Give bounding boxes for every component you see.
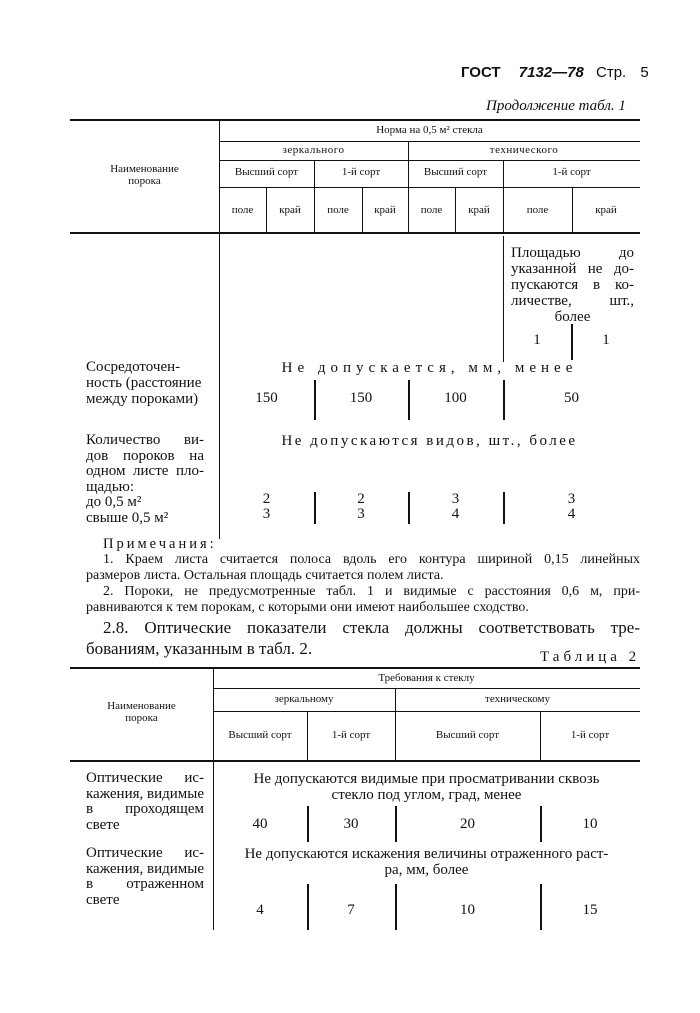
- table1-zone: край: [374, 204, 396, 216]
- gost-label: ГОСТ: [461, 64, 501, 81]
- table2-grade: Высший сорт: [435, 729, 500, 741]
- table2-reflected-value: 10: [460, 902, 475, 918]
- table1-area-note: Площадью до указанной не до- пускаются в ко- личестве, шт., более: [511, 245, 634, 325]
- table2-transmitted-value: 30: [343, 816, 359, 832]
- table2-req-header: Требования к стеклу: [378, 672, 475, 684]
- table2-grade: 1-й сорт: [331, 729, 371, 741]
- table1-concentration-value: 150: [349, 390, 373, 406]
- page-number: 5: [640, 64, 649, 81]
- table1-concentration-value: 50: [564, 390, 579, 406]
- table1-quantity-over-value: 4: [567, 506, 576, 522]
- table1-quantity-upto-value: 2: [357, 491, 365, 507]
- table2-row-reflected-name: Оптические ис- кажения, видимые в отраженном свете: [86, 845, 204, 908]
- table1-zone: край: [279, 204, 301, 216]
- table1-grade: Высший сорт: [234, 166, 299, 178]
- table1-row-quantity-name: Количество ви- дов пороков на одном листе пло- щадью: до 0,5 м² свыше 0,5 м²: [86, 432, 204, 526]
- table1-area-count: 1: [533, 332, 541, 348]
- table1-quantity-upto-value: 3: [567, 491, 576, 507]
- table1-quantity-upto-value: 3: [451, 491, 460, 507]
- page-label: Стр.: [596, 64, 627, 81]
- table2-caption: Таблица 2: [540, 649, 641, 665]
- table1-group-technical: технического: [489, 144, 559, 156]
- table1-zone: поле: [231, 204, 254, 216]
- table2-row-transmitted-span: Не допускаются видимые при просматривании сквозь стекло под углом, град, менее: [253, 771, 600, 803]
- table1-zone: поле: [420, 204, 443, 216]
- table1-grade: Высший сорт: [423, 166, 488, 178]
- table1-row-concentration-name: Сосредоточен- ность (расстояние между пороками): [86, 359, 202, 407]
- table1-zone: поле: [526, 204, 549, 216]
- table2-row-transmitted-name: Оптические ис- кажения, видимые в проходящем свете: [86, 770, 204, 833]
- gost-number: 7132—78: [518, 64, 584, 81]
- table1-quantity-upto-value: 2: [262, 491, 271, 507]
- table1-norm-header: Норма на 0,5 м² стекла: [376, 124, 483, 136]
- table1-row-quantity-span: Не допускаются видов, шт., более: [281, 433, 578, 449]
- table1-row-concentration-span: Не допускается, мм, менее: [281, 360, 578, 376]
- table1-concentration-value: 100: [444, 390, 467, 406]
- table1-quantity-over-value: 3: [357, 506, 365, 522]
- table2-col-defect-name: Наименование порока: [107, 700, 176, 724]
- note-2: 2. Пороки, не предусмотренные табл. 1 и видимые с расстояния 0,6 м, при- равниваются к тем порокам, с которыми они имеют наибольшее сходство.: [86, 584, 640, 615]
- table2-reflected-value: 7: [347, 902, 355, 918]
- table1-zone: поле: [327, 204, 349, 216]
- table1-group-mirror: зеркального: [282, 144, 345, 156]
- page-header: [461, 64, 649, 81]
- table1-quantity-over-value: 3: [262, 506, 271, 522]
- table2-group-technical: техническому: [485, 693, 550, 705]
- table1-zone: край: [468, 204, 490, 216]
- table2-reflected-value: 4: [256, 902, 264, 918]
- table1-grade: 1-й сорт: [552, 166, 591, 178]
- notes-title: Примечания:: [103, 536, 217, 552]
- table2-reflected-value: 15: [582, 902, 598, 918]
- table1-quantity-over-value: 4: [451, 506, 460, 522]
- table1-col-defect-name: Наименование порока: [110, 163, 179, 187]
- note-1: 1. Краем листа считается полоса вдоль его контура шириной 0,15 линейных размеров листа. Остальная площадь считается полем листа.: [86, 552, 640, 583]
- section-2-8: 2.8. Оптические показатели стекла должны соответствовать тре- бованиям, указанным в табл. 2.: [86, 618, 640, 658]
- table1-concentration-value: 150: [255, 390, 278, 406]
- table2-transmitted-value: 40: [252, 816, 268, 832]
- table1-continuation-caption: Продолжение табл. 1: [486, 98, 626, 114]
- table1-area-count: 1: [602, 332, 610, 348]
- table1-zone: край: [595, 204, 617, 216]
- table2-group-mirror: зеркальному: [274, 693, 334, 705]
- table2-row-reflected-span: Не допускаются искажения величины отраженного раст- ра, мм, более: [244, 846, 609, 878]
- table2-grade: Высший сорт: [228, 729, 292, 741]
- table1-grade: 1-й сорт: [341, 166, 381, 178]
- table2-transmitted-value: 20: [460, 816, 475, 832]
- table2-transmitted-value: 10: [582, 816, 598, 832]
- table2-grade: 1-й сорт: [570, 729, 610, 741]
